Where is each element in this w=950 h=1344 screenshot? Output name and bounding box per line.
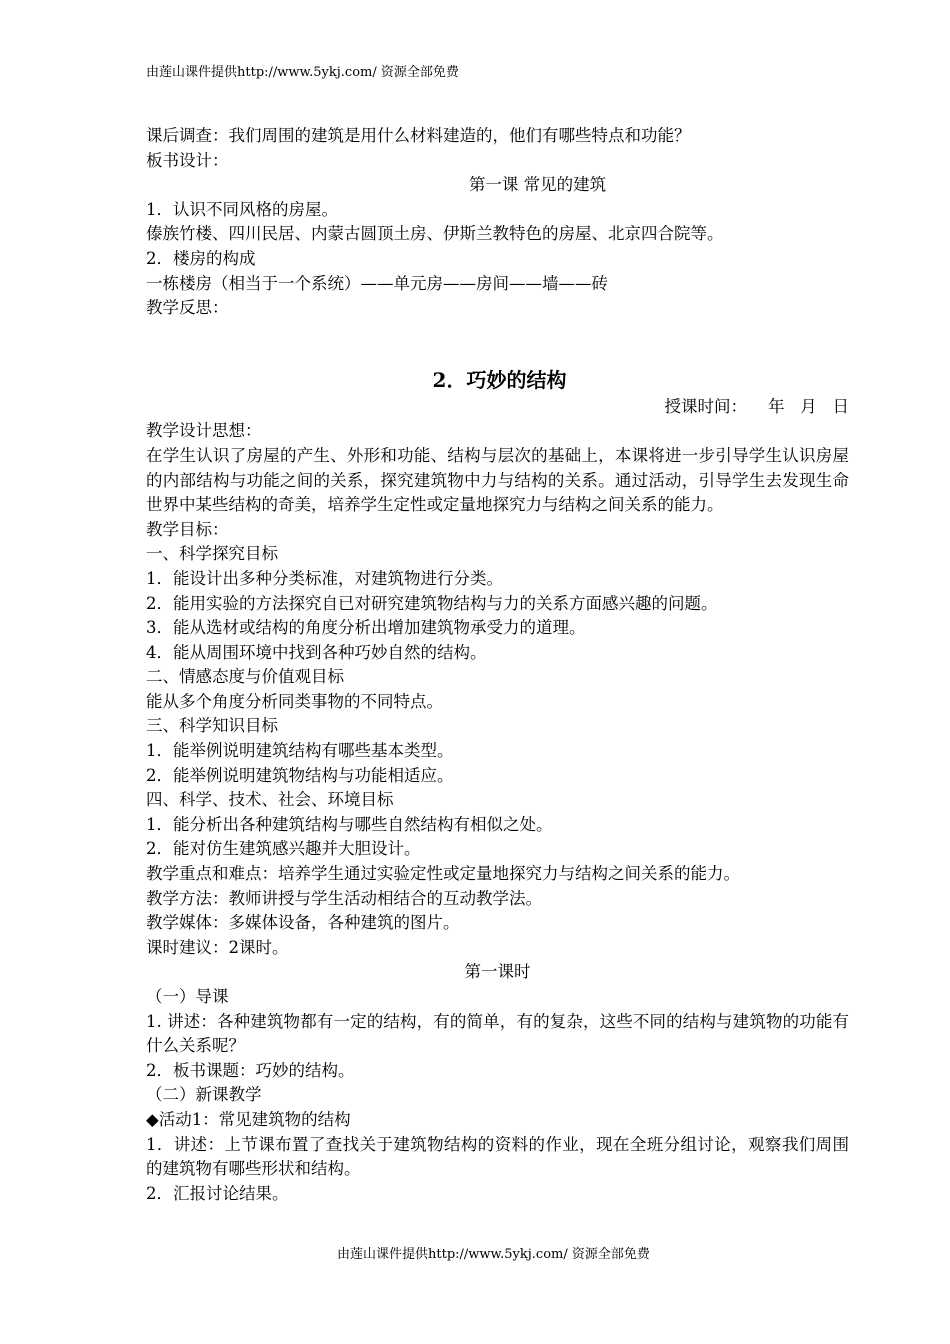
goal4-title: 四、科学、技术、社会、环境目标 <box>146 790 394 810</box>
new-lesson-title: （二）新课教学 <box>146 1085 262 1105</box>
survey-line: 课后调查：我们周围的建筑是用什么材料建造的，他们有哪些特点和功能？ <box>146 126 691 145</box>
goal2-text: 能从多个角度分析同类事物的不同特点。 <box>146 691 443 711</box>
goal3-item: 1．能举例说明建筑结构有哪些基本类型。 <box>146 741 454 761</box>
board-item-2-detail: 一栋楼房（相当于一个系统）——单元房——房间——墙——砖 <box>146 273 608 293</box>
section-title: 2．巧妙的结构 <box>432 367 567 392</box>
page-footer: 由莲山课件提供http://www.5ykj.com/ 资源全部免费 <box>337 1247 650 1262</box>
design-thought-text: 在学生认识了房屋的产生、外形和功能、结构与层次的基础上，本课将进一步引导学生认识房屋的内部结构与功能之间的关系，探究建筑物中力与结构的关系。通过活动，引导学生去发现生命世界中某些结构的奇美，培养学生定性或定量地探究力与结构之间关系的能力。 <box>146 445 849 515</box>
reflection-label: 教学反思： <box>146 298 229 318</box>
board-item-1: 1．认识不同风格的房屋。 <box>146 199 338 219</box>
design-thought-label: 教学设计思想： <box>146 421 262 441</box>
class-hours: 课时建议：2课时。 <box>146 937 289 957</box>
goal2-title: 二、情感态度与价值观目标 <box>146 667 344 687</box>
lesson-time: 授课时间： 年 月 日 <box>664 396 849 416</box>
board-item-1-detail: 傣族竹楼、四川民居、内蒙古圆顶土房、伊斯兰教特色的房屋、北京四合院等。 <box>146 224 724 244</box>
activity-1-step-2: 2．汇报讨论结果。 <box>146 1183 289 1203</box>
section-gap <box>146 321 849 365</box>
goal3-item: 2．能举例说明建筑物结构与功能相适应。 <box>146 765 454 785</box>
teaching-method: 教学方法：教师讲授与学生活动相结合的互动教学法。 <box>146 888 542 908</box>
intro-step-2: 2．板书课题：巧妙的结构。 <box>146 1060 355 1080</box>
intro-step-1: 1. 讲述：各种建筑物都有一定的结构，有的简单，有的复杂，这些不同的结构与建筑物的功能有什么关系呢？ <box>146 1011 849 1056</box>
intro-title: （一）导课 <box>146 987 229 1006</box>
first-hour-heading: 第一课时 <box>464 962 531 982</box>
lesson-title: 第一课 常见的建筑 <box>468 175 607 195</box>
activity-1-step-1: 1．讲述：上节课布置了查找关于建筑物结构的资料的作业，现在全班分组讨论，观察我们周围的建筑物有哪些形状和结构。 <box>146 1134 849 1179</box>
activity-1-title: ◆活动1：常见建筑物的结构 <box>146 1109 351 1129</box>
goal4-item: 1．能分析出各种建筑结构与哪些自然结构有相似之处。 <box>146 814 553 834</box>
goal1-title: 一、科学探究目标 <box>146 544 278 564</box>
board-item-2: 2．楼房的构成 <box>146 248 256 268</box>
key-points: 教学重点和难点：培养学生通过实验定性或定量地探究力与结构之间关系的能力。 <box>146 864 740 884</box>
goal1-item: 1．能设计出多种分类标准，对建筑物进行分类。 <box>146 568 503 588</box>
goal1-item: 2．能用实验的方法探究自已对研究建筑物结构与力的关系方面感兴趣的问题。 <box>146 593 718 613</box>
page-header: 由莲山课件提供http://www.5ykj.com/ 资源全部免费 <box>146 65 459 80</box>
goals-label: 教学目标： <box>146 519 229 539</box>
document-body <box>146 124 849 1206</box>
goal1-item: 3．能从选材或结构的角度分析出增加建筑物承受力的道理。 <box>146 618 586 638</box>
board-design-label: 板书设计： <box>146 150 229 170</box>
goal3-title: 三、科学知识目标 <box>146 716 278 736</box>
goal4-item: 2．能对仿生建筑感兴趣并大胆设计。 <box>146 839 421 859</box>
goal1-item: 4．能从周围环境中找到各种巧妙自然的结构。 <box>146 642 487 662</box>
teaching-media: 教学媒体：多媒体设备，各种建筑的图片。 <box>146 913 460 933</box>
